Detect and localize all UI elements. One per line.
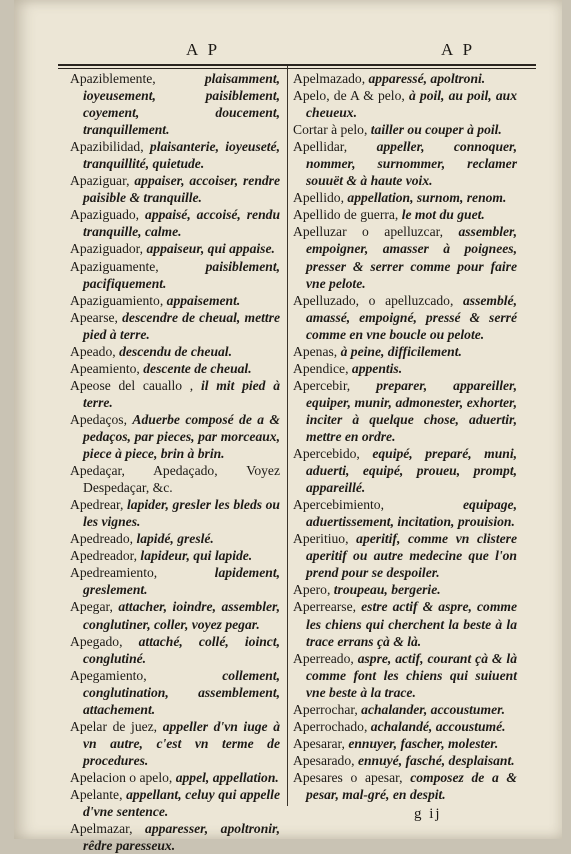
definition: le mot du guet.	[401, 207, 485, 223]
header-right: A P	[441, 40, 476, 59]
definition: plaisamment, ioyeusement, paisiblement, coyement, doucement, tranquillement.	[83, 71, 280, 138]
header-left: A P	[186, 40, 221, 59]
dictionary-entry	[293, 343, 517, 360]
definition: aspre, actif, courant çà & là comme font les chiens qui suiuent vne beste à la trace.	[306, 650, 517, 700]
signature-mark: g ij	[414, 806, 442, 822]
dictionary-entry	[293, 445, 517, 496]
definition: descendu de cheual.	[119, 343, 232, 359]
definition: appaiseur, qui appaise.	[146, 241, 275, 257]
definition: appaisé, accoisé, rendu tranquille, calme.	[83, 207, 280, 240]
dictionary-entry	[70, 309, 280, 343]
definition: tailler ou couper à poil.	[370, 122, 502, 138]
dictionary-entry	[70, 633, 280, 667]
dictionary-entry	[70, 360, 280, 377]
headword: Apellido,	[293, 190, 344, 206]
headword: Apellidar,	[293, 139, 348, 155]
dictionary-entry	[70, 496, 280, 530]
definition: lapideur, qui lapide.	[140, 548, 253, 564]
headword: Apeamiento,	[70, 360, 140, 376]
headword: Apelacion o apelo,	[70, 769, 173, 785]
dictionary-entry	[293, 138, 517, 189]
headword: Apelmazar,	[70, 821, 133, 837]
dictionary-entry	[70, 292, 280, 309]
definition: attaché, collé, ioinct, conglutiné.	[83, 633, 280, 666]
headword: Cortar à pelo,	[293, 122, 368, 138]
definition: lapidement, greslement.	[83, 565, 280, 598]
dictionary-entry	[293, 752, 517, 769]
dictionary-entry	[70, 564, 280, 598]
definition: assemblé, amassé, empoigné, pressé & serré comme en vne boucle ou pelote.	[306, 292, 517, 342]
headword: Apeado,	[70, 343, 116, 359]
headword: Apesarar,	[293, 735, 345, 751]
definition: equipé, preparé, muni, aduerti, equipé, proueu, prompt, appareillé.	[306, 446, 517, 496]
dictionary-entry	[70, 206, 280, 240]
right-column	[293, 70, 517, 803]
headword: Apaziguamente,	[70, 258, 159, 274]
definition: assembler, empoigner, amasser à poignees, presser & serrer comme pour faire vne pelote.	[306, 224, 517, 291]
definition: à poil, au poil, aux cheueux.	[306, 88, 517, 121]
definition: appaisement.	[166, 292, 241, 308]
dictionary-entry	[293, 581, 517, 598]
headword: Apendice,	[293, 360, 349, 376]
definition: il mit pied à terre.	[83, 377, 280, 410]
dictionary-entry	[293, 377, 517, 445]
headword: Aperrochar,	[293, 701, 358, 717]
headword: Apaziguado,	[70, 207, 140, 223]
definition: aperitif, comme vn clistere aperitif ou autre medecine que l'on prend pour se despoiler.	[306, 531, 517, 581]
headword: Apesarado,	[293, 752, 355, 768]
definition: lapider, gresler les bleds ou les vignes.	[83, 497, 280, 530]
dictionary-entry	[70, 411, 280, 462]
dictionary-entry	[70, 667, 280, 718]
dictionary-entry	[293, 718, 517, 735]
dictionary-entry	[70, 769, 280, 786]
definition: appeller, connoquer, nommer, surnommer, reclamer souuët & à haute voix.	[306, 139, 517, 189]
headword: Apaziblemente,	[70, 71, 156, 86]
definition: descente de cheual.	[143, 360, 252, 376]
definition: ennuyé, fasché, desplaisant.	[357, 752, 515, 768]
dictionary-entry	[293, 530, 517, 581]
dictionary-entry	[70, 530, 280, 547]
headword: Apaziguador,	[70, 241, 144, 257]
dictionary-entry	[293, 70, 517, 87]
definition: paisiblement, pacifiquement.	[83, 258, 280, 291]
headword: Apercebimiento,	[293, 497, 384, 513]
dictionary-entry	[293, 292, 517, 343]
dictionary-entry	[70, 172, 280, 206]
headword: Apercebir,	[293, 377, 351, 393]
dictionary-page	[14, 0, 562, 854]
definition: lapidé, greslé.	[136, 531, 214, 547]
headword: Apedaços,	[70, 411, 127, 427]
definition: à peine, difficilement.	[340, 343, 462, 359]
headword: Apelluzado, o apelluzcado,	[293, 292, 454, 308]
headword: Apelo, de A & pelo,	[293, 88, 405, 104]
headword: Apaziguamiento,	[70, 292, 164, 308]
header-rule	[58, 64, 536, 66]
running-header	[58, 40, 536, 62]
definition: ennuyer, fascher, molester.	[348, 735, 499, 751]
headword: Apelmazado,	[293, 71, 366, 86]
headword: Apercebido,	[293, 446, 360, 462]
headword: Apelluzar o apelluzcar,	[293, 224, 443, 240]
headword: Apedaçar, Apedaçado, Voyez Despedaçar, &c.	[70, 463, 280, 496]
definition: apparessé, apoltroni.	[368, 71, 486, 86]
headword: Aperitiuo,	[293, 531, 349, 547]
headword: Apesares o apesar,	[293, 769, 403, 785]
dictionary-entry	[293, 735, 517, 752]
headword: Aperreado,	[293, 650, 354, 666]
dictionary-entry	[293, 360, 517, 377]
headword: Apero,	[293, 582, 331, 598]
definition: apparesser, apoltronir, rêdre paresseux.	[83, 821, 280, 854]
headword: Apedreamiento,	[70, 565, 158, 581]
dictionary-entry	[293, 223, 517, 291]
left-column	[70, 70, 280, 854]
headword: Apenas,	[293, 343, 338, 359]
header-rule-thin	[58, 68, 536, 69]
definition: attacher, ioindre, assembler, conglutiner, coller, voyez pegar.	[83, 599, 280, 632]
dictionary-entry	[293, 769, 517, 803]
dictionary-entry	[293, 650, 517, 701]
headword: Aperrearse,	[293, 599, 357, 615]
definition: preparer, appareiller, equiper, munir, admonester, exhorter, inciter à quelque chose, aduertir, mettre en ordre.	[306, 377, 517, 444]
dictionary-entry	[70, 547, 280, 564]
definition: composez de a & pesar, mal-gré, en despit.	[306, 769, 517, 802]
dictionary-entry	[293, 496, 517, 530]
headword: Aperrochado,	[293, 718, 368, 734]
headword: Apedrear,	[70, 497, 124, 513]
definition: collement, conglutination, assemblement, attachement.	[83, 667, 280, 717]
definition: appel, appellation.	[175, 769, 279, 785]
definition: equipage, aduertissement, incitation, prouision.	[306, 497, 517, 530]
headword: Apelar de juez,	[70, 718, 158, 734]
dictionary-entry	[70, 377, 280, 411]
definition: estre actif & aspre, comme les chiens qui cherchent la beste à la trace errans çà & là.	[306, 599, 517, 649]
headword: Apearse,	[70, 309, 118, 325]
dictionary-entry	[70, 820, 280, 854]
definition: plaisanterie, ioyeuseté, tranquillité, quietude.	[83, 139, 280, 172]
definition: achalander, accoustumer.	[361, 701, 506, 717]
dictionary-entry	[70, 343, 280, 360]
definition: appaiser, accoiser, rendre paisible & tranquille.	[83, 173, 280, 206]
dictionary-entry	[293, 87, 517, 121]
definition: appentis.	[351, 360, 403, 376]
dictionary-entry	[293, 121, 517, 138]
column-divider	[287, 66, 288, 806]
definition: descendre de cheual, mettre pied à terre.	[83, 309, 280, 342]
dictionary-entry	[70, 718, 280, 769]
dictionary-entry	[70, 598, 280, 632]
dictionary-entry	[293, 189, 517, 206]
dictionary-entry	[70, 138, 280, 172]
dictionary-entry	[70, 240, 280, 257]
headword: Apedreado,	[70, 531, 134, 547]
headword: Apegado,	[70, 633, 123, 649]
definition: appeller d'vn iuge à vn autre, c'est vn terme de procedures.	[83, 718, 280, 768]
headword: Apedreador,	[70, 548, 138, 564]
definition: troupeau, bergerie.	[333, 582, 441, 598]
headword: Apeose del cauallo ,	[70, 377, 194, 393]
definition: Aduerbe composé de a & pedaços, par pieces, par morceaux, piece à piece, brin à brin.	[83, 411, 280, 462]
dictionary-entry	[293, 598, 517, 649]
headword: Apegar,	[70, 599, 113, 615]
headword: Apelante,	[70, 786, 123, 802]
dictionary-entry	[293, 206, 517, 223]
definition: appellation, surnom, renom.	[347, 190, 507, 206]
dictionary-entry	[70, 786, 280, 820]
dictionary-entry	[293, 701, 517, 718]
headword: Apegamiento,	[70, 667, 147, 683]
dictionary-entry	[70, 70, 280, 138]
definition: appellant, celuy qui appelle d'vne sentence.	[83, 786, 280, 820]
headword: Apaziguar,	[70, 173, 130, 189]
headword: Apellido de guerra,	[293, 207, 399, 223]
headword: Apazibilidad,	[70, 139, 144, 155]
dictionary-entry	[70, 462, 280, 496]
dictionary-entry	[70, 258, 280, 292]
definition: achalandé, accoustumé.	[370, 718, 506, 734]
